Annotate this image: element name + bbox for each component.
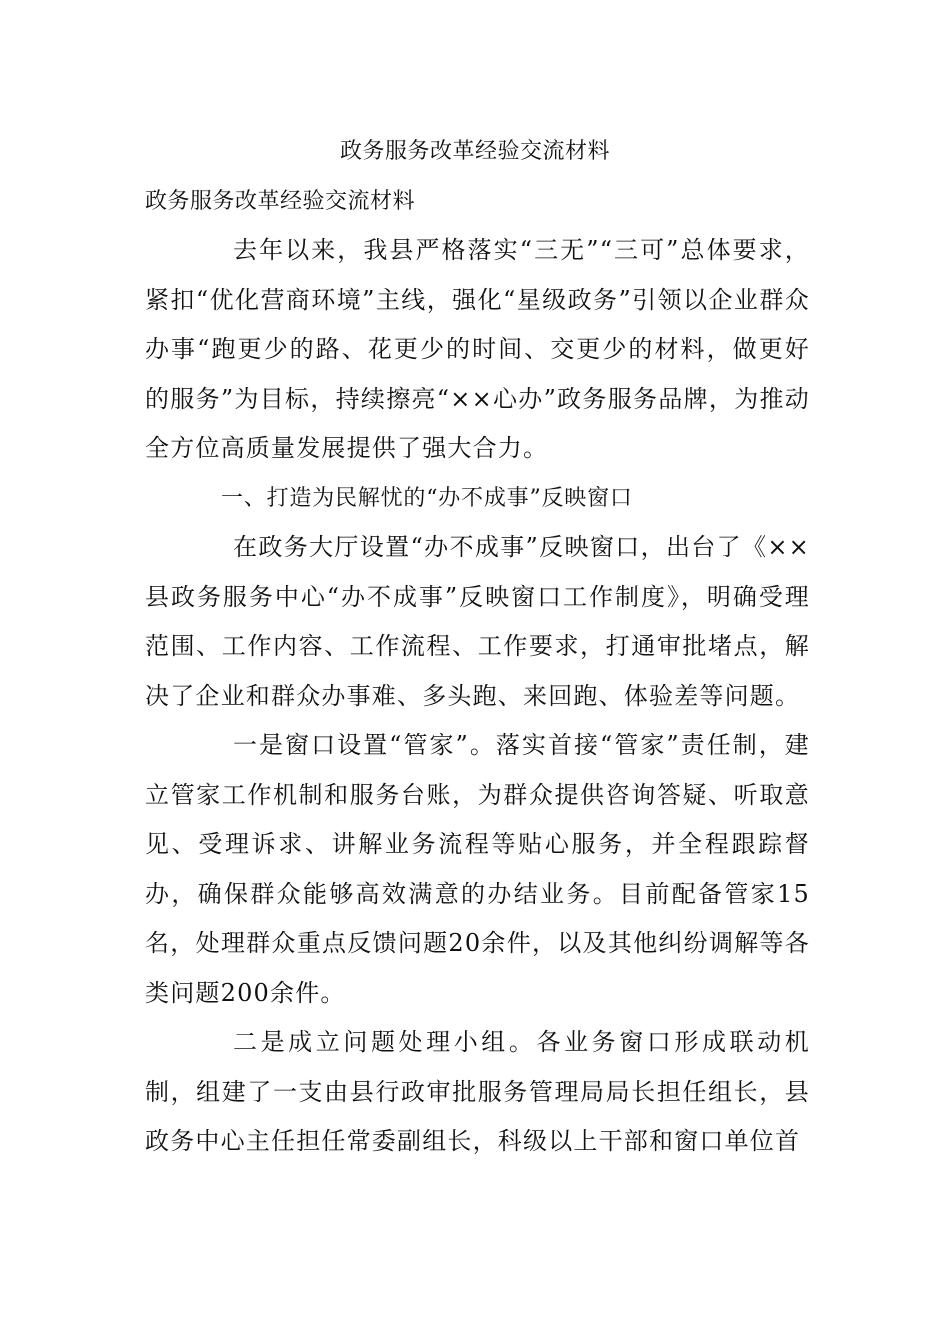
document-title: 政务服务改革经验交流材料: [339, 139, 610, 164]
intro-paragraph: 去年以来，我县严格落实“三无”“三可”总体要求，紧扣“优化营商环境”主线，强化“星级政务”引领以企业群众办事“跑更少的路、花更少的时间、交更少的材料，做更好的服务”为目标，持续擦亮“××心办”政务服务品牌，为推动全方位高质量发展提供了强大合力。: [145, 236, 810, 462]
point-two-paragraph: 二是成立问题处理小组。各业务窗口形成联动机制，组建了一支由县行政审批服务管理局局长担任组长，县政务中心主任担任常委副组长，科级以上干部和窗口单位首: [145, 1028, 810, 1155]
document-body: [145, 226, 810, 1167]
point-one-paragraph: 一是窗口设置“管家”。落实首接“管家”责任制，建立管家工作机制和服务台账，为群众提供咨询答疑、听取意见、受理诉求、讲解业务流程等贴心服务，并全程跟踪督办，确保群众能够高效满意的办结业务。目前配备管家15名，处理群众重点反馈问题20余件，以及其他纠纷调解等各类问题200余件。: [145, 731, 810, 1007]
document-subtitle: 政务服务改革经验交流材料: [145, 189, 416, 214]
section-heading-1: 一、打造为民解忧的“办不成事”反映窗口: [221, 485, 633, 511]
section-paragraph: 在政务大厅设置“办不成事”反映窗口，出台了《××县政务服务中心“办不成事”反映窗口工作制度》，明确受理范围、工作内容、工作流程、工作要求，打通审批堵点，解决了企业和群众办事难、多头跑、来回跑、体验差等问题。: [145, 533, 810, 710]
